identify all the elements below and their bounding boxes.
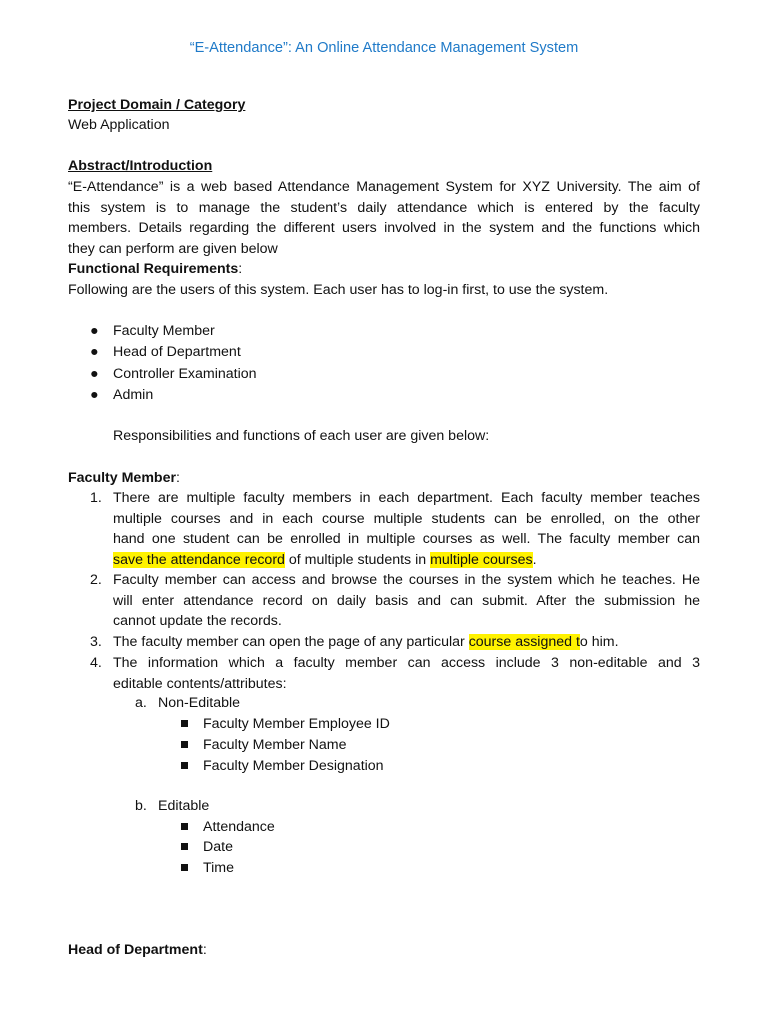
square-bullet-icon [181,823,188,830]
domain-heading: Project Domain / Category [68,97,246,113]
item-line: multiple courses and in each course multiple students can be enrolled, on the other [113,510,700,527]
user-item-admin: Admin [113,387,154,403]
faculty-item-2 [113,571,700,630]
highlighted-text: save the attendance record [113,551,285,568]
editable-item: Time [203,860,235,876]
hod-colon: : [202,942,207,958]
domain-value: Web Application [68,117,170,133]
hod-label: Head of Department [68,942,203,958]
item-line: Faculty member can access and browse the courses in the system which he teaches. He [113,572,700,588]
sublist-marker: a. [135,695,147,711]
item-text: of multiple students in [284,551,431,568]
bullet-dot: ● [90,387,99,403]
document-title: “E-Attendance”: An Online Attendance Management System [189,40,579,56]
functional-requirements-label: Functional Requirements [68,261,239,277]
bullet-dot: ● [90,344,99,360]
item-line: The information which a faculty member can access include 3 non-editable and 3 [113,655,700,671]
highlighted-text: course assigned t [468,634,580,650]
faculty-item-4 [113,654,700,693]
editable-label: Editable [158,798,210,814]
head-of-department-heading [68,941,207,959]
non-editable-item: Faculty Member Name [203,737,347,753]
item-line [113,633,700,651]
square-bullet-icon [181,843,188,850]
square-bullet-icon [181,864,188,871]
square-bullet-icon [181,741,188,748]
faculty-member-heading [68,469,180,487]
item-text: o him. [579,634,619,650]
responsibilities-intro: Responsibilities and functions of each user are given below: [113,428,490,444]
editable-item: Attendance [203,819,275,835]
item-line: There are multiple faculty members in each department. Each faculty member teaches [113,490,700,506]
sublist-marker: b. [135,798,147,814]
abstract-line: this system is to manage the student’s daily attendance which is entered by the faculty [68,199,700,216]
faculty-member-colon: : [176,470,180,486]
non-editable-item: Faculty Member Employee ID [203,716,390,732]
abstract-paragraph [68,178,700,258]
list-number: 4. [90,655,102,671]
functional-requirements-heading [68,260,242,278]
faculty-item-1 [113,489,700,569]
item-line: cannot update the records. [113,613,282,629]
user-item-hod: Head of Department [113,344,241,360]
item-line: editable contents/attributes: [113,675,287,692]
user-item-faculty: Faculty Member [113,323,215,339]
item-text: The faculty member can open the page of any particular [113,634,469,650]
item-text: . [532,551,537,568]
item-line [113,551,700,569]
square-bullet-icon [181,762,188,769]
editable-item: Date [203,839,233,855]
user-item-controller: Controller Examination [113,366,257,382]
abstract-heading: Abstract/Introduction [68,158,213,174]
abstract-line: members. Details regarding the different users involved in the system and the functions which [68,220,700,236]
bullet-dot: ● [90,323,99,339]
faculty-item-3 [113,633,700,651]
non-editable-item: Faculty Member Designation [203,758,384,774]
item-line: hand one student can be enrolled in multiple courses as well. The faculty member can [113,531,700,547]
list-number: 1. [90,490,102,506]
highlighted-text: multiple courses [430,551,533,568]
list-number: 2. [90,572,102,588]
item-line: will enter attendance record on daily basis and can submit. After the submission he [113,592,700,609]
abstract-line: “E-Attendance” is a web based Attendance Management System for XYZ University. The aim of [68,179,700,195]
abstract-line: they can perform are given below [68,240,278,257]
functional-requirements-colon: : [238,261,243,277]
faculty-member-label: Faculty Member [68,470,177,486]
square-bullet-icon [181,720,188,727]
bullet-dot: ● [90,366,99,382]
list-number: 3. [90,634,102,650]
users-intro: Following are the users of this system. Each user has to log-in first, to use the system. [68,282,609,298]
non-editable-label: Non-Editable [158,695,241,711]
